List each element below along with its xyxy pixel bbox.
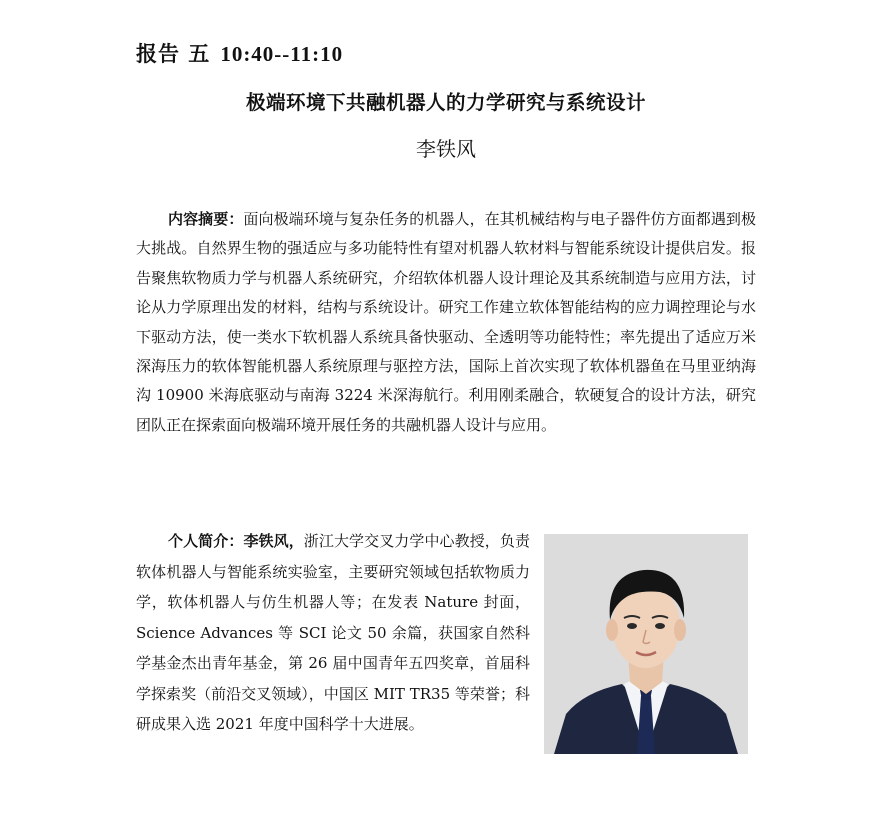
speaker-portrait-icon bbox=[544, 534, 748, 754]
abstract-text: 面向极端环境与复杂任务的机器人，在其机械结构与电子器件仿方面都遇到极大挑战。自然界生物的强适应与多功能特性有望对机器人软材料与智能系统设计提供启发。报告聚焦软物质力学与机器人系统研究，介绍软体机器人设计理论及其系统制造与应用方法，讨论从力学原理出发的材料，结构与系统设计。研究工作建立软体智能结构的应力调控理论与水下驱动方法，使一类水下软机器人系统具备快驱动、全透明等功能特性；率先提出了适应万米深海压力的软体智能机器人系统原理与驱控方法，国际上首次实现了软体机器鱼在马里亚纳海沟 10900 米海底驱动与南海 3224 米深海航行。利用刚柔融合，软硬复合的设计方法，研究团队正在探索面向极端环境开展任务的共融机器人设计与应用。 bbox=[136, 210, 756, 434]
abstract-label: 内容摘要： bbox=[168, 210, 244, 228]
talk-title: 极端环境下共融机器人的力学研究与系统设计 bbox=[245, 91, 646, 114]
abstract-paragraph bbox=[136, 205, 756, 440]
bio-name: 李铁风， bbox=[243, 532, 304, 550]
bio-label: 个人简介： bbox=[168, 532, 244, 550]
report-label: 报告 五 bbox=[136, 42, 211, 66]
speaker-photo bbox=[544, 534, 748, 754]
bio-paragraph bbox=[136, 526, 530, 740]
report-time: 10:40--11:10 bbox=[220, 42, 344, 66]
report-heading bbox=[136, 38, 343, 68]
speaker-name: 李铁风 bbox=[416, 137, 476, 161]
bio-text: 浙江大学交叉力学中心教授，负责软体机器人与智能系统实验室，主要研究领域包括软物质力学，软体机器人与仿生机器人等；在发表 Nature 封面，Science Advances 等 SCI 论文 50 余篇，获国家自然科学基金杰出青年基金，第 26 届中国青年五四奖章，首届科学探索奖（前沿交叉领域），中国区 MIT TR35 等荣誉；科研成果入选 2021 年度中国科学十大进展。 bbox=[136, 532, 530, 733]
